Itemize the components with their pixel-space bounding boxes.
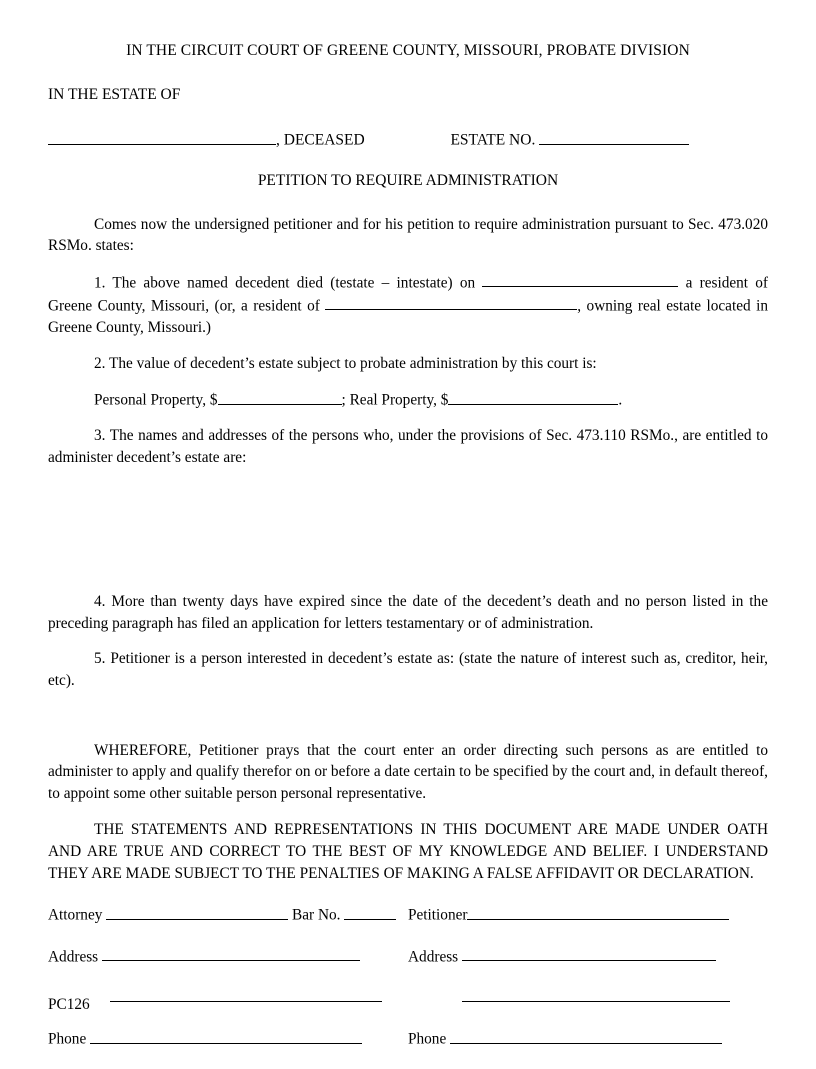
paragraph-4: 4. More than twenty days have expired since the date of the decedent’s death and no person listed in the preceding paragraph has filed an application for letters testamentary or of administration. <box>48 592 768 632</box>
petitioner-address-cell-2 <box>408 986 768 1027</box>
attorney-name-field[interactable] <box>106 903 288 919</box>
phone-label-left: Phone <box>48 1030 87 1048</box>
phone-label-right: Phone <box>408 1030 447 1048</box>
deceased-label: , DECEASED <box>276 131 365 149</box>
attorney-phone-cell <box>48 1027 408 1068</box>
document-title: PETITION TO REQUIRE ADMINISTRATION <box>257 171 559 189</box>
form-code: PC126 <box>48 996 90 1013</box>
real-property-end: . <box>618 391 623 409</box>
paragraph-1-part-a: 1. The above named decedent died (testate – intestate) on <box>94 274 476 292</box>
estate-of-label: IN THE ESTATE OF <box>48 86 181 103</box>
court-title: IN THE CIRCUIT COURT OF GREENE COUNTY, MISSOURI, PROBATE DIVISION <box>126 42 690 59</box>
bar-no-label: Bar No. <box>292 906 341 924</box>
real-property-field[interactable] <box>448 388 618 404</box>
estate-no-field[interactable] <box>539 128 689 145</box>
attorney-petitioner-row <box>48 903 768 944</box>
paragraph-1-part-c: , owning real estate located in Greene County, Missouri.) <box>48 297 768 336</box>
petitioner-phone-field[interactable] <box>450 1027 722 1043</box>
decedent-name-field[interactable] <box>48 128 276 145</box>
attorney-address-field[interactable] <box>102 945 360 961</box>
address-label-right: Address <box>408 948 459 965</box>
deceased-estate-no-line <box>48 128 768 150</box>
paragraph-1-part-b: a resident of Greene County, Missouri, (or, a resident of <box>48 274 769 315</box>
residence-field[interactable] <box>325 294 577 310</box>
intro-paragraph: Comes now the undersigned petitioner and for his petition to require administration pursuant to Sec. 473.020 RSMo. states: <box>48 215 768 255</box>
paragraph-5: 5. Petitioner is a person interested in decedent’s estate as: (state the nature of interest such as, creditor, heir, etc). <box>48 650 768 690</box>
paragraph-1 <box>48 271 768 339</box>
real-property-label: ; Real Property, $ <box>341 391 449 409</box>
petitioner-phone-cell <box>408 1027 768 1068</box>
death-date-field[interactable] <box>482 271 678 287</box>
property-values-line <box>48 388 768 411</box>
petitioner-signature-field[interactable] <box>467 903 729 919</box>
petitioner-cell <box>408 903 768 944</box>
oath-paragraph: THE STATEMENTS AND REPRESENTATIONS IN THIS DOCUMENT ARE MADE UNDER OATH AND ARE TRUE AND CORRECT TO THE BEST OF MY KNOWLEDGE AND BELIEF. I UNDERSTAND THEY ARE MADE SUBJECT TO THE PENALTIES OF MAKING A FALSE AFFIDAVIT OR DECLARATION. <box>48 820 768 883</box>
estate-no-label: ESTATE NO. <box>450 131 536 149</box>
attorney-address-cell <box>48 945 408 986</box>
attorney-label: Attorney <box>48 906 103 924</box>
personal-property-label: Personal Property, $ <box>94 391 218 409</box>
attorney-address-field-2[interactable] <box>110 986 382 1002</box>
paragraph-5-write-in-area[interactable] <box>48 706 768 740</box>
heirs-write-in-area[interactable] <box>48 483 768 591</box>
petitioner-address-field-2[interactable] <box>462 986 730 1002</box>
paragraph-3: 3. The names and addresses of the persons who, under the provisions of Sec. 473.110 RSMo., are entitled to administer decedent’s estate are: <box>48 427 768 467</box>
bar-no-field[interactable] <box>344 903 396 919</box>
attorney-phone-field[interactable] <box>90 1027 362 1043</box>
signature-block <box>48 903 768 1068</box>
address-label-left: Address <box>48 948 99 965</box>
paragraph-2: 2. The value of decedent’s estate subject to probate administration by this court is: <box>94 354 597 372</box>
wherefore-paragraph: WHEREFORE, Petitioner prays that the court enter an order directing such persons as are entitled to administer to apply and qualify therefor on or before a date certain to be specified by the court and, in default thereof, to appoint some other suitable person personal representative. <box>48 741 768 803</box>
address-row <box>48 945 768 986</box>
phone-row <box>48 1027 768 1068</box>
personal-property-field[interactable] <box>218 388 342 404</box>
address-row-2 <box>48 986 768 1027</box>
attorney-address-cell-2 <box>48 986 408 1027</box>
attorney-cell <box>48 903 408 944</box>
petitioner-address-field[interactable] <box>462 945 716 961</box>
petitioner-label: Petitioner <box>408 906 468 924</box>
petitioner-address-cell <box>408 945 768 986</box>
